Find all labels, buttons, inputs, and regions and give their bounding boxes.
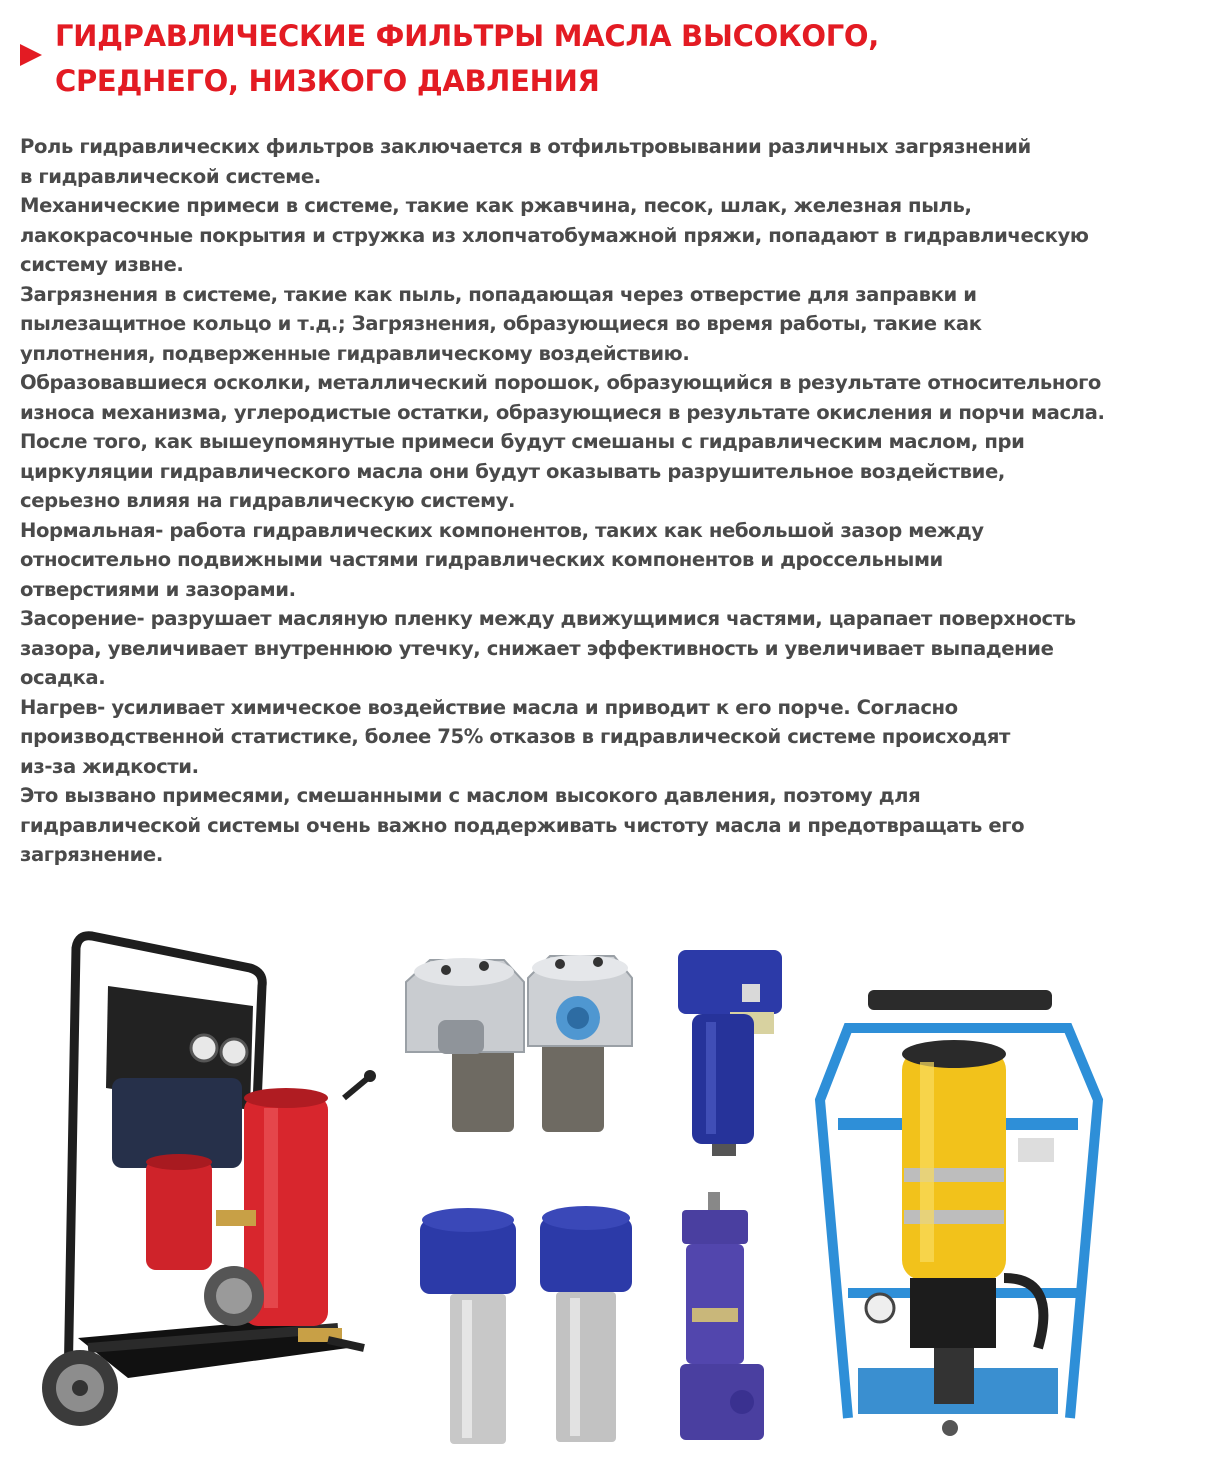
body-line: серьезно влияя на гидравлическую систему.: [20, 489, 516, 512]
arrow-right-icon: [20, 44, 42, 66]
title-line: ГИДРАВЛИЧЕСКИЕ ФИЛЬТРЫ МАСЛА ВЫСОКОГО,: [55, 19, 879, 53]
purple-pressure-filter-icon: [668, 1190, 780, 1446]
body-line: в гидравлической системе.: [20, 164, 321, 188]
page-header: [0, 0, 1224, 110]
body-line: После того, как вышеупомянутые примеси будут смешаны с гидравлическим маслом, при: [20, 430, 1025, 453]
body-line: Нормальная- работа гидравлических компонентов, таких как небольшой зазор между: [20, 518, 984, 542]
body-line: производственной статистике, более 75% отказов в гидравлической системе происходят: [20, 725, 1010, 748]
blue-high-pressure-filter-icon: [672, 940, 792, 1160]
title-line: СРЕДНЕГО, НИЗКОГО ДАВЛЕНИЯ: [55, 64, 600, 98]
body-line: загрязнение.: [20, 843, 163, 866]
body-line: гидравлической системы очень важно поддерживать чистоту масла и предотвращать его: [20, 813, 1025, 837]
body-line: зазора, увеличивает внутреннюю утечку, снижает эффективность и увеличивает выпадение: [20, 636, 1054, 660]
body-line: уплотнения, подверженные гидравлическому воздействию.: [20, 341, 690, 365]
body-line: Механические примеси в системе, такие как ржавчина, песок, шлак, железная пыль,: [20, 194, 972, 217]
body-line: систему извне.: [20, 253, 184, 276]
body-line: относительно подвижными частями гидравлических компонентов и дроссельными: [20, 548, 943, 571]
body-line: Роль гидравлических фильтров заключается в отфильтровывании различных загрязнений: [20, 135, 1031, 158]
body-line: Это вызвано примесями, смешанными с маслом высокого давления, поэтому для: [20, 784, 921, 807]
body-line: циркуляции гидравлического масла они будут оказывать разрушительное воздействие,: [20, 459, 1005, 483]
body-line: из-за жидкости.: [20, 754, 199, 778]
product-gallery: [0, 900, 1224, 1464]
page-title: [55, 14, 879, 104]
blue-filter-cart-icon: [808, 988, 1108, 1438]
blue-return-filter-icon: [410, 1190, 640, 1450]
body-line: лакокрасочные покрытия и стружка из хлопчатобумажной пряжи, попадают в гидравлическую: [20, 223, 1089, 247]
body-line: Образовавшиеся осколки, металлический порошок, образующийся в результате относительного: [20, 371, 1101, 394]
article-body: [20, 132, 1210, 870]
red-filter-cart-icon: [28, 928, 388, 1428]
body-line: пылезащитное кольцо и т.д.; Загрязнения, образующиеся во время работы, такие как: [20, 312, 982, 335]
body-line: Нагрев- усиливает химическое воздействие масла и приводит к его порче. Согласно: [20, 695, 958, 719]
body-line: осадка.: [20, 666, 106, 689]
body-line: отверстиями и зазорами.: [20, 577, 296, 601]
body-line: износа механизма, углеродистые остатки, образующиеся в результате окисления и порчи масла.: [20, 400, 1105, 424]
body-line: Засорение- разрушает масляную пленку между движущимися частями, царапает поверхность: [20, 607, 1076, 630]
body-line: Загрязнения в системе, такие как пыль, попадающая через отверстие для заправки и: [20, 282, 977, 306]
silver-tank-filter-icon: [400, 942, 640, 1142]
